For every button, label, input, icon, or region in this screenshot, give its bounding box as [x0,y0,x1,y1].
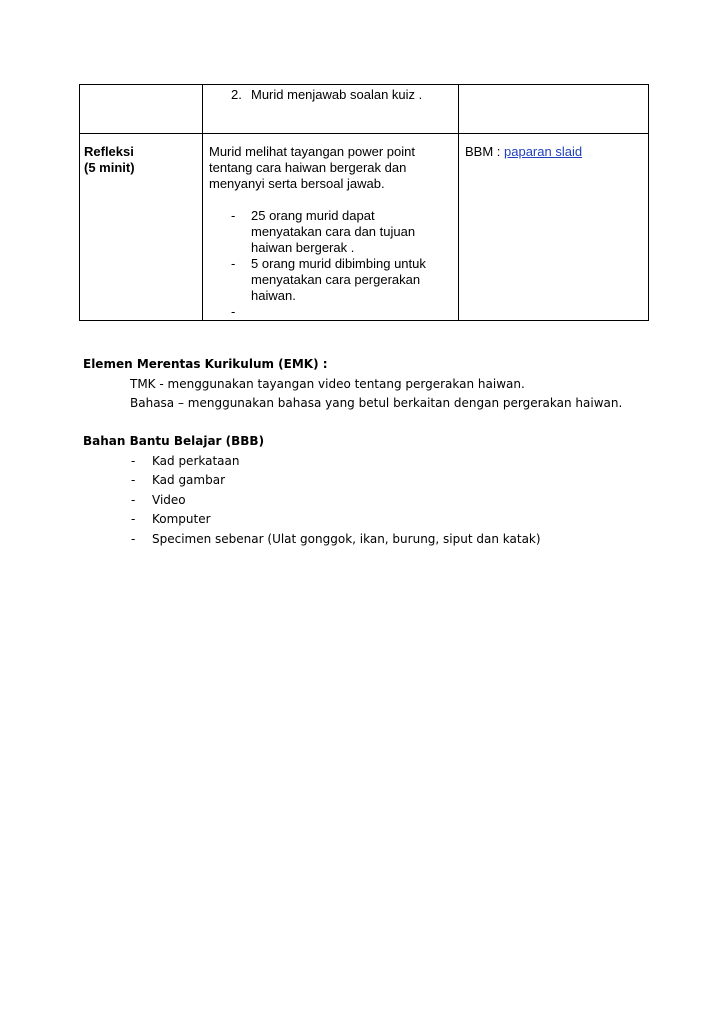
outcome-list [209,208,452,320]
bullet-dash: - [131,531,136,546]
list-item [83,510,683,530]
list-item [83,452,683,472]
emk-line: Bahasa – menggunakan bahasa yang betul berkaitan dengan pergerakan haiwan. [130,396,623,410]
stage-title: Refleksi [84,144,134,159]
emk-heading: Elemen Merentas Kurikulum (EMK) : [83,357,328,371]
table-row [80,85,649,134]
table-cell-empty [80,85,203,134]
activity-line: menyanyi serta bersoal jawab. [209,176,385,191]
activity-line: tentang cara haiwan bergerak dan [209,160,407,175]
emk-line: TMK - menggunakan tayangan video tentang pergerakan haiwan. [130,376,525,391]
list-item-line: haiwan. [251,288,296,303]
table-row-refleksi [80,134,649,321]
table-cell [203,85,459,134]
bbm-prefix: BBM : [465,144,505,159]
bullet-dash: - [231,256,236,271]
bullet-dash: - [131,492,136,507]
activity-cell [203,134,459,321]
bullet-dash: - [131,453,136,468]
bbb-item-label: Kad gambar [152,473,226,487]
list-item-line: menyatakan cara pergerakan [251,272,421,287]
list-item [83,530,683,550]
bbb-item-label: Specimen sebenar (Ulat gonggok, ikan, burung, siput dan katak) [152,531,541,546]
stage-duration: (5 minit) [84,160,135,175]
list-item [83,471,683,491]
table-cell-empty [459,85,649,134]
bbb-item-label: Kad perkataan [152,453,240,468]
bullet-dash: - [231,208,236,223]
emk-section [83,355,683,414]
list-item-line: 25 orang murid dapat [251,208,375,223]
bbb-item-label: Komputer [152,512,211,526]
numbered-step [203,85,458,103]
bullet-dash: - [131,512,136,526]
activity-line: Murid melihat tayangan power point [209,144,415,159]
list-item-line: haiwan bergerak . [251,240,355,255]
bbb-heading: Bahan Bantu Belajar (BBB) [83,434,265,448]
bbb-section [83,432,683,549]
list-item [209,208,452,256]
list-item [209,256,452,304]
list-item [209,304,452,320]
list-item-line: 5 orang murid dibimbing untuk [251,256,426,271]
bbb-item-label: Video [152,492,186,507]
list-item-line: menyatakan cara dan tujuan [251,224,416,239]
bullet-dash: - [231,304,236,319]
bbm-cell [459,134,649,321]
step-text: Murid menjawab soalan kuiz . [251,87,423,102]
step-number: 2. [231,87,242,102]
bbm-link[interactable]: paparan slaid [504,144,583,159]
stage-cell [80,134,203,321]
lesson-table [79,84,649,321]
list-item [83,491,683,511]
bullet-dash: - [131,473,136,487]
